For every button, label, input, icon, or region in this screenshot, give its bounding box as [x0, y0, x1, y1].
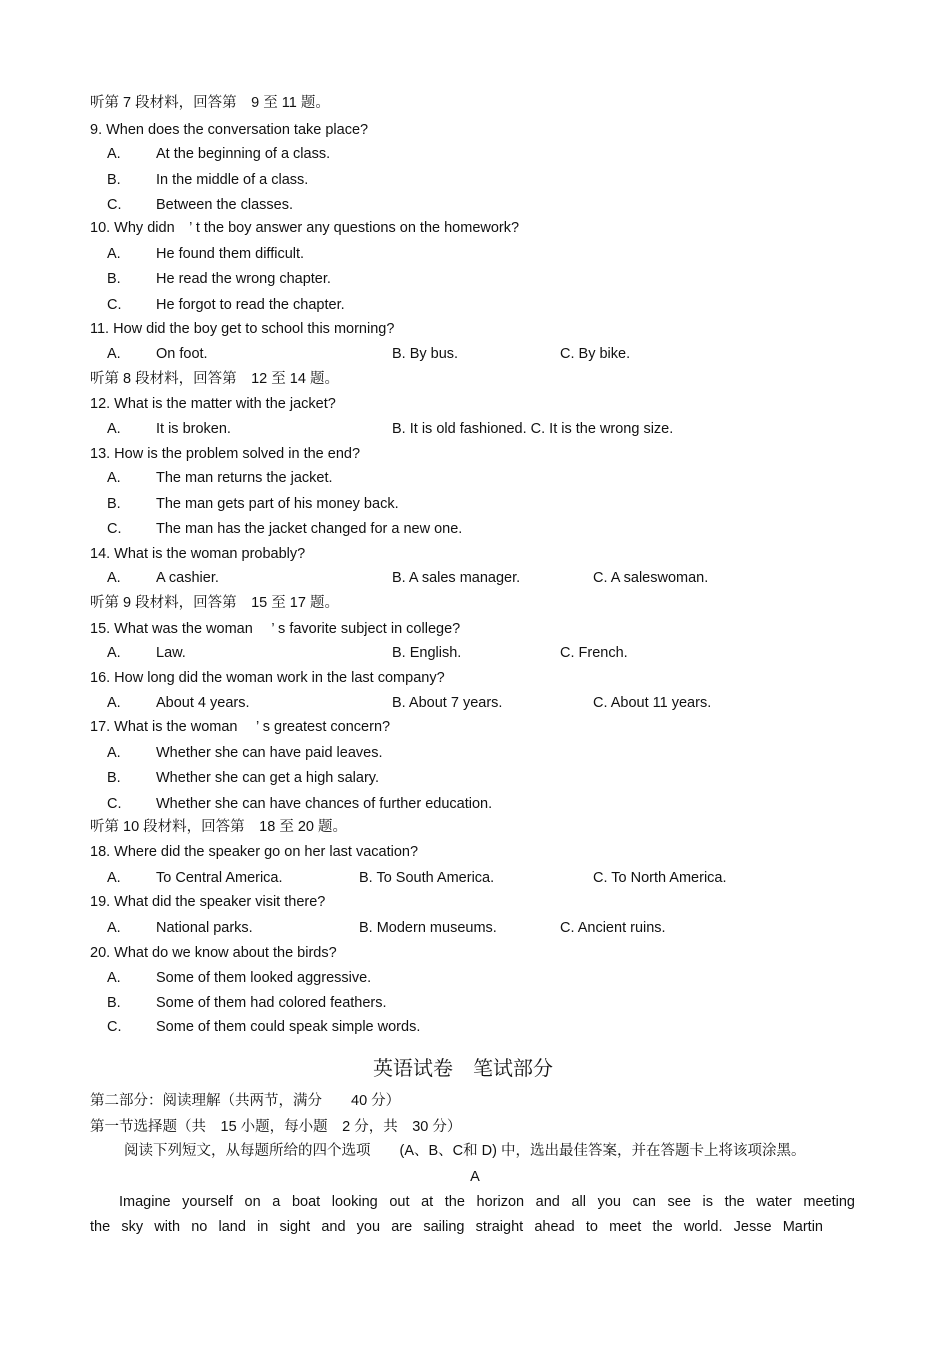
option-c: Between the classes. — [156, 197, 294, 213]
question-11: 11. How did the boy get to school this morning? — [90, 321, 395, 337]
option-a: About 4 years. — [156, 695, 250, 711]
passage-line-1: Imagine yourself on a boat looking out at the horizon and all you can see is the water meeting — [119, 1194, 855, 1210]
option-letter: B. — [107, 770, 121, 786]
option-b: Whether she can get a high salary. — [156, 770, 379, 786]
question-9: 9. When does the conversation take place? — [90, 122, 369, 138]
option-a: Whether she can have paid leaves. — [156, 745, 383, 761]
option-b: In the middle of a class. — [156, 172, 309, 188]
option-letter: C. — [107, 1019, 122, 1035]
option-letter: C. — [107, 197, 122, 213]
option-letter: A. — [107, 470, 121, 486]
question-13: 13. How is the problem solved in the end? — [90, 446, 361, 462]
question-18: 18. Where did the speaker go on her last vacation? — [90, 844, 419, 860]
option-c: C. To North America. — [593, 870, 727, 886]
option-a: Law. — [156, 645, 186, 661]
option-c: The man has the jacket changed for a new one. — [156, 521, 463, 537]
question-12: 12. What is the matter with the jacket? — [90, 396, 336, 412]
option-a: At the beginning of a class. — [156, 146, 331, 162]
option-b: The man gets part of his money back. — [156, 496, 399, 512]
option-c: C. Ancient ruins. — [560, 920, 666, 936]
question-14: 14. What is the woman probably? — [90, 546, 306, 562]
option-b: B. By bus. — [392, 346, 459, 362]
option-a: The man returns the jacket. — [156, 470, 333, 486]
option-a: On foot. — [156, 346, 208, 362]
option-c: Some of them could speak simple words. — [156, 1019, 421, 1035]
option-letter: B. — [107, 172, 121, 188]
option-letter: A. — [107, 645, 121, 661]
section-header-9: 听第 9 段材料，回答第 15 至 17 题。 — [90, 595, 339, 611]
option-letter: A. — [107, 695, 121, 711]
written-part-title: 英语试卷 笔试部分 — [373, 1056, 553, 1080]
option-b: B. About 7 years. — [392, 695, 503, 711]
option-letter: B. — [107, 271, 121, 287]
section-one-heading: 第一节选择题（共 15 小题，每小题 2 分，共 30 分） — [90, 1119, 462, 1135]
option-letter: C. — [107, 521, 122, 537]
option-letter: A. — [107, 346, 121, 362]
question-20: 20. What do we know about the birds? — [90, 945, 337, 961]
option-a: He found them difficult. — [156, 246, 305, 262]
option-letter: A. — [107, 970, 121, 986]
option-c: C. By bike. — [560, 346, 631, 362]
section-header-10: 听第 10 段材料，回答第 18 至 20 题。 — [90, 819, 348, 835]
option-c: C. French. — [560, 645, 628, 661]
passage-label: A — [470, 1169, 480, 1185]
option-letter: B. — [107, 496, 121, 512]
question-15: 15. What was the woman ’ s favorite subject in college? — [90, 621, 461, 637]
part-two-heading: 第二部分：阅读理解（共两节，满分 40 分） — [90, 1093, 401, 1109]
question-19: 19. What did the speaker visit there? — [90, 894, 326, 910]
question-16: 16. How long did the woman work in the last company? — [90, 670, 445, 686]
option-letter: B. — [107, 995, 121, 1011]
option-letter: A. — [107, 920, 121, 936]
option-letter: A. — [107, 745, 121, 761]
option-b: B. A sales manager. — [392, 570, 521, 586]
instructions: 阅读下列短文，从每题所给的四个选项 (A、B、C和 D) 中，选出最佳答案，并在答题卡上将该项涂黑。 — [124, 1143, 806, 1159]
section-header-7: 听第 7 段材料，回答第 9 至 11 题。 — [90, 95, 330, 111]
option-letter: A. — [107, 246, 121, 262]
option-b: He read the wrong chapter. — [156, 271, 331, 287]
option-b: B. To South America. — [359, 870, 495, 886]
option-a: A cashier. — [156, 570, 219, 586]
option-bc: B. It is old fashioned. C. It is the wrong size. — [392, 421, 674, 437]
option-a: Some of them looked aggressive. — [156, 970, 372, 986]
option-letter: A. — [107, 146, 121, 162]
option-letter: A. — [107, 870, 121, 886]
section-header-8: 听第 8 段材料，回答第 12 至 14 题。 — [90, 371, 339, 387]
option-b: B. English. — [392, 645, 462, 661]
option-letter: A. — [107, 570, 121, 586]
option-a: National parks. — [156, 920, 253, 936]
option-letter: C. — [107, 297, 122, 313]
option-a: To Central America. — [156, 870, 283, 886]
passage-line-2: the sky with no land in sight and you are sailing straight ahead to meet the world. Jesse Martin — [90, 1219, 823, 1235]
option-c: Whether she can have chances of further education. — [156, 796, 493, 812]
option-b: B. Modern museums. — [359, 920, 497, 936]
option-letter: C. — [107, 796, 122, 812]
option-c: C. A saleswoman. — [593, 570, 709, 586]
option-c: He forgot to read the chapter. — [156, 297, 345, 313]
option-letter: A. — [107, 421, 121, 437]
option-b: Some of them had colored feathers. — [156, 995, 387, 1011]
question-10: 10. Why didn ’ t the boy answer any questions on the homework? — [90, 220, 520, 236]
option-a: It is broken. — [156, 421, 231, 437]
question-17: 17. What is the woman ’ s greatest concern? — [90, 719, 391, 735]
option-c: C. About 11 years. — [593, 695, 712, 711]
